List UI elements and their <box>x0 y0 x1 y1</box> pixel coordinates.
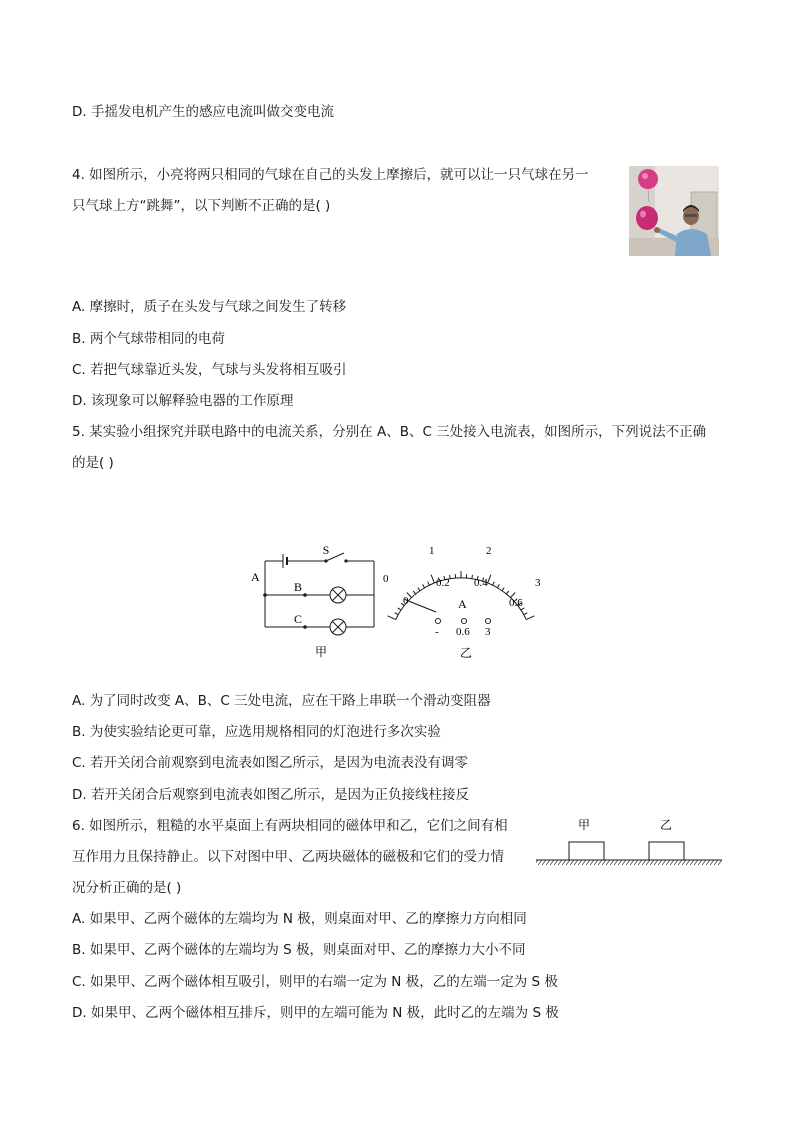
scale-tick <box>472 575 473 579</box>
point-a-label: A <box>251 570 260 584</box>
q4-stem-line1: 4. 如图所示，小亮将两只相同的气球在自己的头发上摩擦后，就可以让一只气球在另一 <box>72 167 589 183</box>
ammeter-dial <box>378 538 548 666</box>
scale-tick <box>413 591 416 594</box>
magnet-jia <box>569 842 604 860</box>
circuit-diagram <box>248 540 388 665</box>
q4-option-a: A. 摩擦时，质子在头发与气球之间发生了转移 <box>72 299 347 315</box>
scale-tick <box>428 582 430 586</box>
q5-option-b: B. 为使实验结论更可靠，应选用规格相同的灯泡进行多次实验 <box>72 724 441 740</box>
inner-scale-0: 0 <box>403 595 409 607</box>
point-b-label: B <box>294 580 303 594</box>
scale-tick <box>493 582 495 586</box>
terminal-3: 3 <box>485 626 491 638</box>
q5-stem-line2: 的是( ) <box>72 455 114 471</box>
q6-option-c: C. 如果甲、乙两个磁体相互吸引，则甲的右端一定为 N 极，乙的左端一定为 S 极 <box>72 974 558 990</box>
q5-stem-line1: 5. 某实验小组探究并联电路中的电流关系，分别在 A、B、C 三处接入电流表，如图所示，下列说法不正确 <box>72 424 707 440</box>
inner-scale-0-6: 0.6 <box>509 597 523 609</box>
q3-option-d: D. 手摇发电机产生的感应电流叫做交变电流 <box>72 104 334 120</box>
magnet-jia-label: 甲 <box>577 818 591 832</box>
scale-tick <box>497 584 499 588</box>
scale-tick <box>395 613 399 615</box>
balloon-photo <box>629 166 719 256</box>
outer-scale-1: 1 <box>429 545 435 557</box>
q6-option-a: A. 如果甲、乙两个磁体的左端均为 N 极，则桌面对甲、乙的摩擦力方向相同 <box>72 911 527 927</box>
q4-option-d: D. 该现象可以解释验电器的工作原理 <box>72 393 294 409</box>
q5-option-a: A. 为了同时改变 A、B、C 三处电流，应在干路上串联一个滑动变阻器 <box>72 693 491 709</box>
circuit-caption: 甲 <box>314 645 328 659</box>
q6-stem-line1: 6. 如图所示，粗糙的水平桌面上有两块相同的磁体甲和乙，它们之间有相 <box>72 818 508 834</box>
outer-scale-0: 0 <box>383 573 389 585</box>
ammeter-pointer <box>406 600 436 612</box>
scale-tick <box>502 588 504 591</box>
q4-option-b: B. 两个气球带相同的电荷 <box>72 331 225 347</box>
magnets-figure <box>534 815 724 873</box>
q6-option-d: D. 如果甲、乙两个磁体相互排斥，则甲的左端可能为 N 极，此时乙的左端为 S 极 <box>72 1005 559 1021</box>
scale-tick <box>431 575 434 583</box>
magnet-yi <box>649 842 684 860</box>
q4-stem-line2: 只气球上方“跳舞”，以下判断不正确的是( ) <box>72 198 331 214</box>
scale-tick <box>524 613 528 615</box>
q6-stem-line3: 况分析正确的是( ) <box>72 880 182 896</box>
magnet-yi-label: 乙 <box>659 818 673 832</box>
point-c-label: C <box>294 612 303 626</box>
terminal-0-6: 0.6 <box>456 626 470 638</box>
inner-scale-0-2: 0.2 <box>436 577 450 589</box>
switch-label: S <box>322 543 330 557</box>
scale-tick <box>388 616 396 620</box>
outer-scale-3: 3 <box>535 577 541 589</box>
scale-tick <box>418 588 420 591</box>
scale-tick <box>423 584 425 588</box>
ammeter-caption: 乙 <box>459 646 473 660</box>
q6-stem-line2: 互作用力且保持静止。以下对图中甲、乙两块磁体的磁极和它们的受力情 <box>72 849 504 865</box>
q5-option-d: D. 若开关闭合后观察到电流表如图乙所示，是因为正负接线柱接反 <box>72 787 469 803</box>
scale-tick <box>488 575 491 583</box>
inner-scale-0-4: 0.4 <box>474 577 488 589</box>
ammeter-unit: A <box>458 597 467 611</box>
q5-option-c: C. 若开关闭合前观察到电流表如图乙所示，是因为电流表没有调零 <box>72 755 469 771</box>
scale-tick <box>526 616 534 620</box>
outer-scale-2: 2 <box>486 545 492 557</box>
q6-option-b: B. 如果甲、乙两个磁体的左端均为 S 极，则桌面对甲、乙的摩擦力大小不同 <box>72 942 526 958</box>
scale-tick <box>398 608 401 610</box>
terminal-negative: - <box>435 626 439 638</box>
scale-tick <box>506 591 509 594</box>
rough-tabletop <box>536 860 722 865</box>
q4-option-c: C. 若把气球靠近头发，气球与头发将相互吸引 <box>72 362 347 378</box>
